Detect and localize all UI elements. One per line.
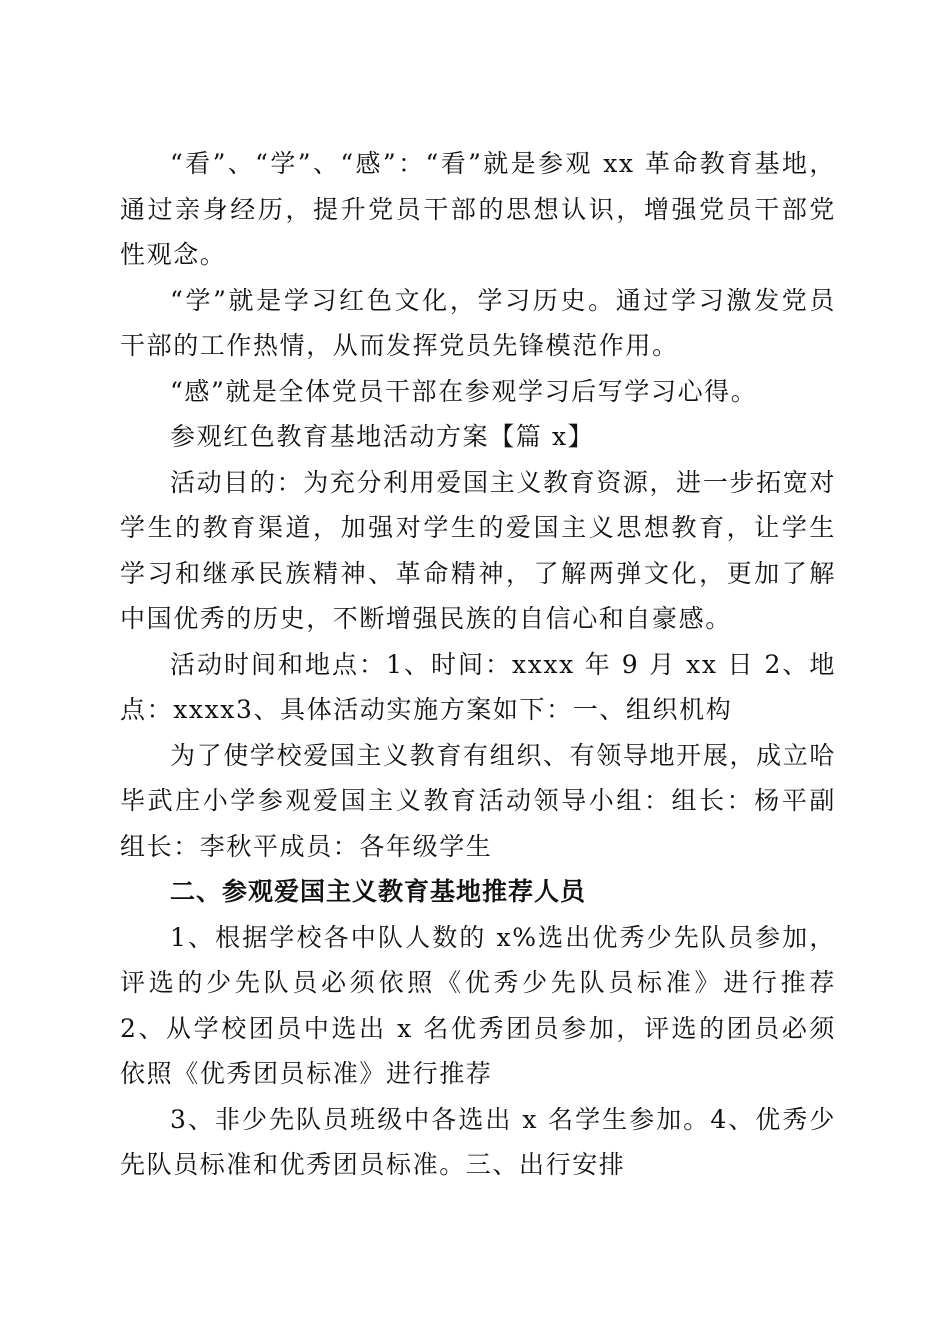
paragraph-non-pioneer-classes: 3、非少先队员班级中各选出 x 名学生参加。4、优秀少先队员标准和优秀团员标准。三、出行安排 <box>120 1104 836 1179</box>
paragraph-learn: “学”就是学习红色文化，学习历史。通过学习激发党员干部的工作热情，从而发挥党员先锋模范作用。 <box>120 285 836 360</box>
section-title: 参观红色教育基地活动方案【篇 x】 <box>170 422 595 451</box>
paragraph-selection-criteria: 1、根据学校各中队人数的 x%选出优秀少先队员参加，评选的少先队员必须依照《优秀少先队员标准》进行推荐 2、从学校团员中选出 x 名优秀团员参加，评选的团员必须依照《优秀团员标准》进行推荐 <box>120 922 836 1088</box>
paragraph-organization: 为了使学校爱国主义教育有组织、有领导地开展，成立哈毕武庄小学参观爱国主义教育活动领导小组：组长：杨平副组长：李秋平成员：各年级学生 <box>120 740 836 861</box>
paragraph-activity-purpose: 活动目的：为充分利用爱国主义教育资源，进一步拓宽对学生的教育渠道，加强对学生的爱国主义思想教育，让学生学习和继承民族精神、革命精神，了解两弹文化，更加了解中国优秀的历史，不断增强民族的自信心和自豪感。 <box>120 467 836 633</box>
document-body <box>120 141 836 1188</box>
paragraph-feel: “感”就是全体党员干部在参观学习后写学习心得。 <box>170 376 758 406</box>
heading-recommended-personnel: 二、参观爱国主义教育基地推荐人员 <box>170 877 587 906</box>
paragraph-look-learn-feel: “看”、“学”、“感”：“看”就是参观 xx 革命教育基地，通过亲身经历，提升党员干部的思想认识，增强党员干部党性观念。 <box>120 149 836 269</box>
paragraph-time-place: 活动时间和地点：1、时间：xxxx 年 9 月 xx 日 2、地点：xxxx3、具体活动实施方案如下：一、组织机构 <box>120 649 836 724</box>
